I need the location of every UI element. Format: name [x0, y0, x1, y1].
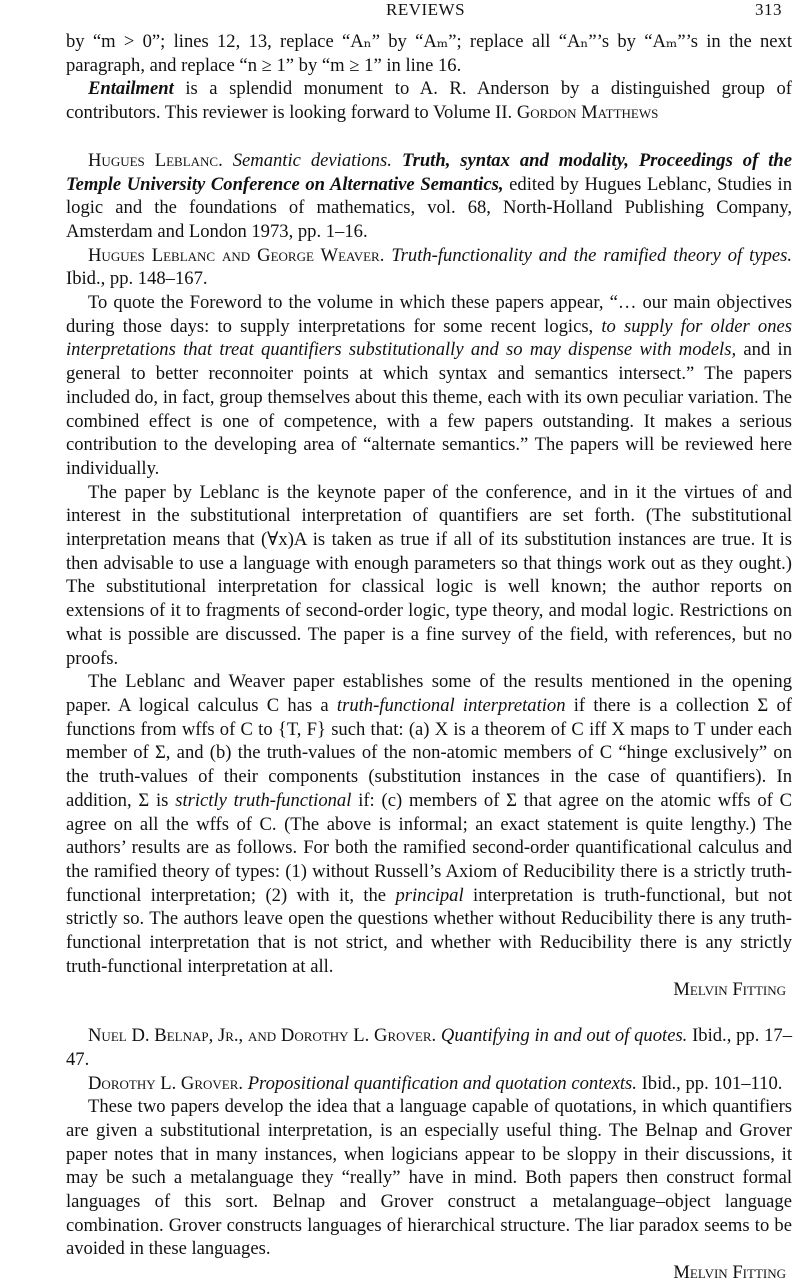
para-text: if: (c) members of Σ that agree on the atomic wffs of C agree on all the wffs of C. (The above is informal; an exact statement is quite lengthy.) The authors’ results are as follows. For both the ramified second-order quantificational calculus and the ramified theory of types: (1) without Russell’s Axiom of Reducibility there is a strictly truth-functional interpretation; (2) with it, the: [66, 789, 793, 906]
citation-rest: edited by Hugues Leblanc, Studies in logic and the foundations of mathematics, vol. 68, North-Holland Publishing Company, Amsterdam and London 1973, pp. 1–16.: [66, 173, 793, 242]
review2-paragraph-2: The paper by Leblanc is the keynote paper of the conference, and in it the virtues of and interest in the substitutional interpretation of quantifiers are set forth. (The substitutional interpretation means that (∀x)A is taken as true if all of its substitution instances are true. It is then advisable to use a language with enough parameters so that things work out as they ought.) The substitutional interpretation for classical logic is well known; the author reports on extensions of it to fragments of second-order logic, type theory, and modal logic. Restrictions on what is possible are discussed. The paper is a fine survey of the field, with references, but no proofs.: [66, 481, 792, 669]
review1-paragraph-2: [66, 77, 792, 124]
citation-title: Semantic deviations.: [232, 149, 392, 171]
page-number: 313: [755, 0, 782, 19]
review2-paragraph-1: [66, 291, 792, 481]
review1-paragraph-1: by “m > 0”; lines 12, 13, replace “Aₙ” by “Aₘ”; replace all “Aₙ”’s by “Aₘ”’s in the next paragraph, and replace “n ≥ 1” by “m ≥ 1” in line 16.: [66, 31, 792, 76]
citation-authors: Nuel D. Belnap, Jr., and Dorothy L. Grover.: [88, 1025, 437, 1047]
review3-signature: Melvin Fitting: [673, 1262, 786, 1284]
citation-rest: Ibid., pp. 148–167.: [66, 268, 208, 290]
review2-paragraph-3: [66, 670, 792, 978]
review1-paragraph-2-text: is a splendid monument to A. R. Anderson by a distinguished group of contributors. This reviewer is looking forward to Volume II.: [66, 78, 792, 124]
citation-rest: Ibid., pp. 101–110.: [636, 1072, 783, 1094]
para-italic: principal: [395, 884, 464, 906]
citation-authors: Dorothy L. Grover.: [88, 1072, 244, 1094]
spacer: [66, 1002, 792, 1024]
para-italic: strictly truth-functional: [175, 789, 352, 811]
entailment-title: Entailment: [88, 78, 174, 100]
citation-title: Truth-functionality and the ramified theory of types.: [391, 244, 793, 266]
citation-title: Propositional quantification and quotation contexts.: [247, 1072, 637, 1094]
review3-citation-1: [66, 1024, 792, 1071]
review2-signature: Melvin Fitting: [673, 979, 786, 1001]
para-italic: to supply for older ones interpretations that treat quantifiers substitutionally and so may dispense with models,: [66, 315, 792, 361]
running-header: [66, 0, 792, 30]
para-text: and in general to better reconnoiter points at which syntax and semantics intersect.” The papers included do, in fact, group themselves about this theme, each with its own peculiar variation. The combined effect is one of competence, with a few papers outstanding. It makes a serious contribution to the developing area of “alternate semantics.” The papers will be reviewed here individually.: [66, 339, 792, 479]
review3-citation-2: [66, 1072, 792, 1096]
para-text: interpretation is truth-functional, but not strictly so. The authors leave open the questions whether without Reducibility there is any truth-functional interpretation that is not strict, and whether with Reducibility there is any strictly truth-functional interpretation at all.: [66, 884, 792, 977]
running-title: REVIEWS: [386, 0, 466, 19]
citation-book: Truth, syntax and modality, Proceedings of the Temple University Conference on Alternative Semantics,: [66, 149, 792, 195]
review2-citation-1: [66, 149, 792, 244]
citation-rest: Ibid., pp. 17–47.: [66, 1025, 793, 1070]
citation-authors: Hugues Leblanc and George Weaver.: [88, 244, 385, 266]
spacer: [66, 125, 792, 149]
citation-authors: Hugues Leblanc.: [88, 149, 223, 171]
review2-citation-2: [66, 244, 792, 291]
para-text: if there is a collection Σ of functions from wffs of C to {T, F} such that: (a) X is a theorem of C iff X maps to T under each member of Σ, and (b) the truth-values of the non-atomic members of C “hinge exclusively” on the truth-values of their components (substitution instances in the case of quantifiers). In addition, Σ is: [66, 694, 792, 811]
para-italic: truth-functional interpretation: [336, 694, 566, 716]
review3-paragraph-1: These two papers develop the idea that a language capable of quotations, in which quantifiers are given a substitutional interpretation, is an especially useful thing. The Belnap and Grover paper notes that in many instances, when logicians appear to be sloppy in their discussions, it may be such a metalanguage they “really” have in mind. Both papers then construct formal languages of this sort. Belnap and Grover construct a metalanguage–object language combination. Grover constructs languages of hierarchical structure. The liar paradox seems to be avoided in these languages.: [66, 1096, 792, 1260]
citation-title: Quantifying in and out of quotes.: [440, 1025, 688, 1047]
review1-signature: Gordon Matthews: [516, 102, 659, 124]
para-text: The Leblanc and Weaver paper establishes some of the results mentioned in the opening paper. A logical calculus C has a: [66, 671, 792, 716]
para-text: To quote the Foreword to the volume in which these papers appear, “… our main objectives during those days: to supply interpretations for some recent logics,: [66, 292, 792, 337]
